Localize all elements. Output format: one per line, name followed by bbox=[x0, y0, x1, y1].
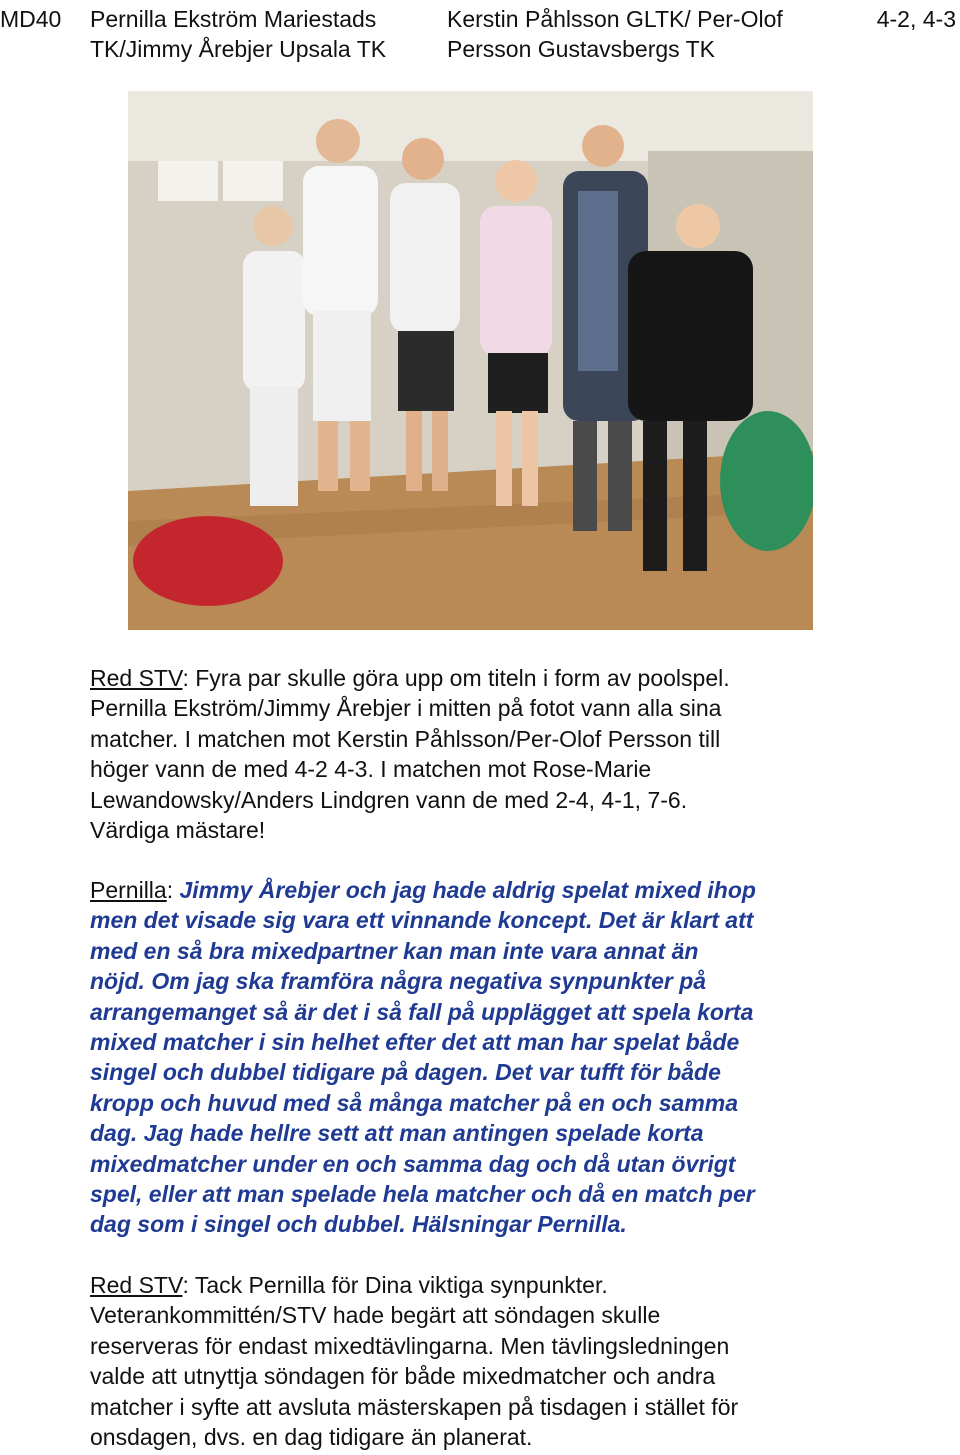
editor-reply-line: reserveras för endast mixedtävlingarna. Men tävlingsledningen bbox=[90, 1332, 730, 1359]
player-comment-line: nöjd. Om jag ska framföra några negativa synpunkter på bbox=[90, 968, 707, 995]
player-comment-line: kropp och huvud med så många matcher på en och samma bbox=[90, 1089, 739, 1116]
opponent-pair-line-1: Kerstin Påhlsson GLTK/ Per-Olof bbox=[447, 6, 783, 32]
editor-label: Red STV bbox=[90, 665, 183, 691]
player-label-separator: : bbox=[166, 877, 180, 903]
editor-note-line: matcher. I matchen mot Kerstin Påhlsson/Per-Olof Persson till bbox=[90, 725, 721, 752]
editor-reply-line: Veterankommittén/STV hade begärt att söndagen skulle bbox=[90, 1302, 661, 1329]
player-comment-line: arrangemanget så är det i så fall på upplägget att spela korta bbox=[90, 998, 754, 1025]
editor-reply-text: : Tack Pernilla för Dina viktiga synpunkter. bbox=[182, 1272, 608, 1298]
winning-pair-line-2: TK/Jimmy Årebjer Upsala TK bbox=[90, 36, 387, 62]
winning-pair bbox=[90, 4, 386, 64]
event-code: MD40 bbox=[0, 6, 62, 32]
player-comment-line: singel och dubbel tidigare på dagen. Det var tufft för både bbox=[90, 1059, 721, 1086]
player-comment bbox=[90, 875, 890, 1240]
editor-note-line: Värdiga mästare! bbox=[90, 817, 266, 844]
player-comment-line: dag. Jag hade hellre sett att man antingen spelade korta bbox=[90, 1120, 704, 1147]
editor-reply-line: valde att utnyttja söndagen för både mixedmatcher och andra bbox=[90, 1363, 716, 1390]
editor-note-results bbox=[90, 663, 890, 845]
player-comment-line: mixed matcher i sin helhet efter det att man har spelat både bbox=[90, 1029, 740, 1056]
player-comment-text: Jimmy Årebjer och jag hade aldrig spelat mixed ihop bbox=[179, 877, 756, 903]
editor-reply-line: onsdagen, dvs. en dag tidigare än planerat. bbox=[90, 1424, 533, 1451]
winning-pair-line-1: Pernilla Ekström Mariestads bbox=[90, 6, 377, 32]
editor-note-line: Pernilla Ekström/Jimmy Årebjer i mitten på fotot vann alla sina bbox=[90, 695, 722, 722]
editor-reply-line bbox=[90, 1270, 890, 1300]
player-label: Pernilla bbox=[90, 877, 167, 903]
editor-note-line: höger vann de med 4-2 4-3. I matchen mot Rose-Marie bbox=[90, 756, 652, 783]
player-comment-line: mixedmatcher under en och samma dag och då utan övrigt bbox=[90, 1150, 736, 1177]
opponent-pair-line-2: Persson Gustavsbergs TK bbox=[447, 36, 716, 62]
player-comment-line: spel, eller att man spelade hela matcher och då en match per bbox=[90, 1181, 755, 1208]
opponent-pair bbox=[447, 4, 783, 64]
player-comment-line bbox=[90, 875, 890, 905]
editor-note-line bbox=[90, 663, 890, 693]
editor-label: Red STV bbox=[90, 1272, 183, 1298]
group-photo bbox=[128, 91, 813, 630]
editor-note-text: : Fyra par skulle göra upp om titeln i form av poolspel. bbox=[182, 665, 730, 691]
player-comment-line: med en så bra mixedpartner kan man inte vara annat än bbox=[90, 937, 699, 964]
player-comment-line: dag som i singel och dubbel. Hälsningar Pernilla. bbox=[90, 1211, 627, 1238]
match-score: 4-2, 4-3 bbox=[876, 6, 956, 32]
group-photo-illustration bbox=[128, 91, 813, 630]
editor-note-line: Lewandowsky/Anders Lindgren vann de med 2-4, 4-1, 7-6. bbox=[90, 786, 688, 813]
editor-reply bbox=[90, 1270, 890, 1452]
editor-reply-line: matcher i syfte att avsluta mästerskapen på tisdagen i stället för bbox=[90, 1393, 739, 1420]
player-comment-line: men det visade sig vara ett vinnande koncept. Det är klart att bbox=[90, 907, 754, 934]
